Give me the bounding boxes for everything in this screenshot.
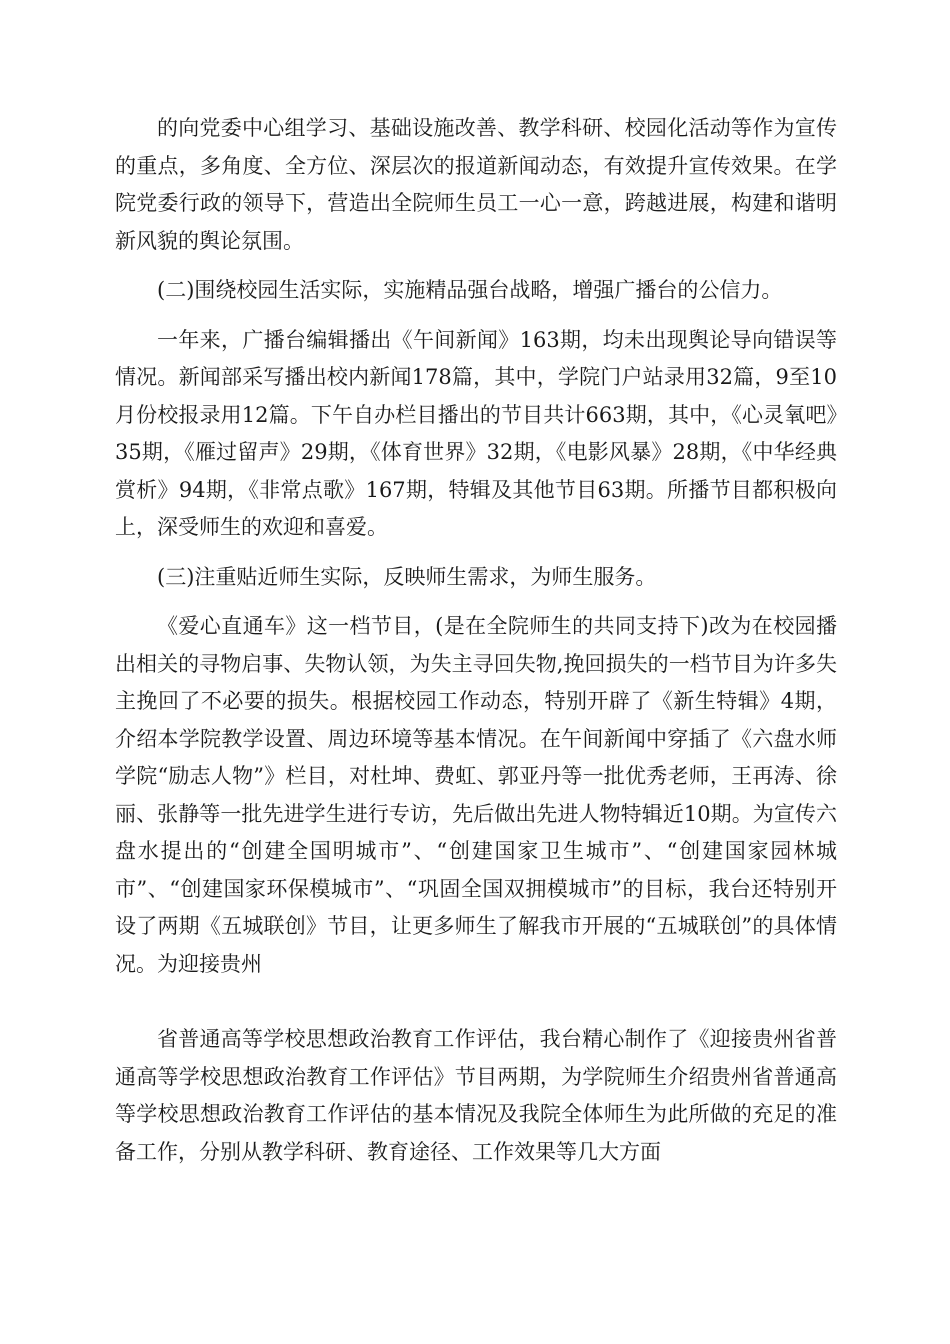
paragraph-broadcast-stats: 一年来，广播台编辑播出《午间新闻》163期，均未出现舆论导向错误等情况。新闻部采写播出校内新闻178篇，其中，学院门户站录用32篇，9至10月份校报录用12篇。下午自办栏目播出的节目共计663期，其中，《心灵氧吧》35期，《雁过留声》29期，《体育世界》32期，《电影风暴》28期，《中华经典赏析》94期，《非常点歌》167期，特辑及其他节目63期。所播节目都积极向上，深受师生的欢迎和喜爱。 [115, 327, 837, 539]
document-body [115, 110, 837, 1171]
section-heading-2: (二)围绕校园生活实际，实施精品强台战略，增强广播台的公信力。 [157, 278, 783, 302]
paragraph-continuation: 的向党委中心组学习、基础设施改善、教学科研、校园化活动等作为宣传的重点，多角度、全方位、深层次的报道新闻动态，有效提升宣传效果。在学院党委行政的领导下，营造出全院师生员工一心一意，跨越进展，构建和谐明新风貌的舆论氛围。 [115, 116, 837, 253]
paragraph-evaluation: 省普通高等学校思想政治教育工作评估，我台精心制作了《迎接贵州省普通高等学校思想政治教育工作评估》节目两期，为学院师生介绍贵州省普通高等学校思想政治教育工作评估的基本情况及我院全体师生为此所做的充足的准备工作，分别从教学科研、教育途径、工作效果等几大方面 [115, 1027, 837, 1164]
section-heading-3: (三)注重贴近师生实际，反映师生需求，为师生服务。 [157, 564, 657, 589]
paragraph-love-express: 《爱心直通车》这一档节目，(是在全院师生的共同支持下)改为在校园播出相关的寻物启事、失物认领，为失主寻回失物,挽回损失的一档节目为许多失主挽回了不必要的损失。根据校园工作动态，特别开辟了《新生特辑》4期，介绍本学院教学设置、周边环境等基本情况。在午间新闻中穿插了《六盘水师学院“励志人物”》栏目，对杜坤、费虹、郭亚丹等一批优秀老师，王再涛、徐丽、张静等一批先进学生进行专访，先后做出先进人物特辑近10期。为宣传六盘水提出的“创建全国明城市”、“创建国家卫生城市”、“创建国家园林城市”、“创建国家环保模城市”、“巩固全国双拥模城市”的目标，我台还特别开设了两期《五城联创》节目，让更多师生了解我市开展的“五城联创”的具体情况。为迎接贵州 [115, 614, 837, 976]
